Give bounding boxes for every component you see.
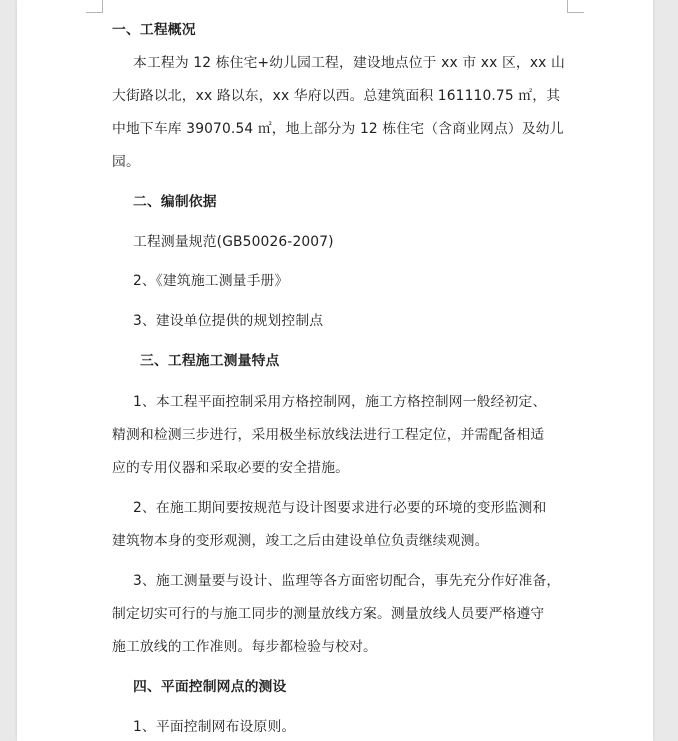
document-page: [17, 0, 653, 741]
paragraph-line: 建筑物本身的变形观测，竣工之后由建设单位负责继续观测。: [112, 533, 489, 549]
section-heading-2: 二、编制依据: [133, 194, 217, 210]
paragraph-line: 大街路以北，xx 路以东，xx 华府以西。总建筑面积 161110.75 ㎡，其: [112, 88, 561, 104]
section-heading-3: 三、工程施工测量特点: [140, 353, 280, 369]
paragraph-line: 1、本工程平面控制采用方格控制网，施工方格控制网一般经初定、: [133, 394, 547, 410]
paragraph-line: 精测和检测三步进行，采用极坐标放线法进行工程定位，并需配备相适: [112, 427, 545, 443]
margin-corner-mark-left: [86, 0, 103, 13]
list-item: 工程测量规范(GB50026-2007): [133, 234, 334, 250]
paragraph-line: 应的专用仪器和采取必要的安全措施。: [112, 460, 350, 476]
paragraph-line: 制定切实可行的与施工同步的测量放线方案。测量放线人员要严格遵守: [112, 606, 545, 622]
list-item: 2、《建筑施工测量手册》: [133, 273, 289, 289]
paragraph-line: 园。: [112, 154, 140, 170]
margin-corner-mark-right: [567, 0, 584, 13]
paragraph-line: 施工放线的工作准则。每步都检验与校对。: [112, 639, 377, 655]
section-heading-1: 一、工程概况: [112, 22, 196, 38]
list-item: 1、平面控制网布设原则。: [133, 719, 296, 735]
paragraph-line: 本工程为 12 栋住宅+幼儿园工程，建设地点位于 xx 市 xx 区，xx 山: [133, 55, 565, 71]
section-heading-4: 四、平面控制网点的测设: [133, 679, 287, 695]
paragraph-line: 3、施工测量要与设计、监理等各方面密切配合，事先充分作好准备，: [133, 573, 561, 589]
list-item: 3、建设单位提供的规划控制点: [133, 313, 324, 329]
paragraph-line: 2、在施工期间要按规范与设计图要求进行必要的环境的变形监测和: [133, 500, 547, 516]
paragraph-line: 中地下车库 39070.54 ㎡，地上部分为 12 栋住宅（含商业网点）及幼儿: [112, 121, 564, 137]
